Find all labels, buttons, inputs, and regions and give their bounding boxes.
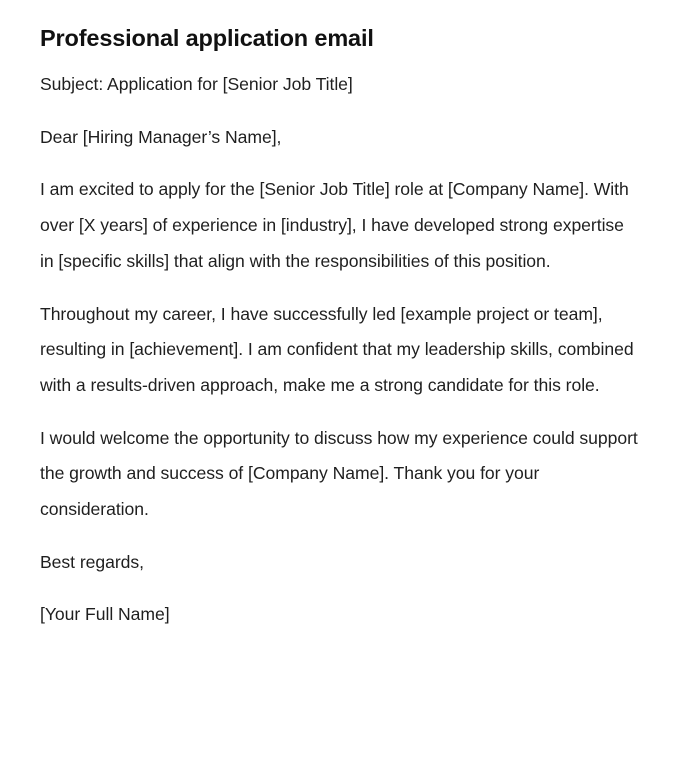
signature-name: [Your Full Name] xyxy=(40,604,170,625)
body-paragraph-closing: I would welcome the opportunity to discuss how my experience could support the growth and success of [Company Name]. Thank you for your consideration. xyxy=(40,427,638,520)
sign-off: Best regards, xyxy=(40,551,144,572)
subject-line: Subject: Application for [Senior Job Title] xyxy=(40,74,353,94)
body-paragraph-intro: I am excited to apply for the [Senior Job Title] role at [Company Name]. With over [X years] of experience in [industry], I have developed strong expertise in [specific skills] that align with the responsibilities of this position. xyxy=(40,179,629,271)
salutation: Dear [Hiring Manager’s Name], xyxy=(40,126,282,147)
page-title: Professional application email xyxy=(40,25,374,51)
body-paragraph-experience: Throughout my career, I have successfully led [example project or team], resulting in [achievement]. I am confident that my leadership skills, combined with a results-driven approach, make me a strong candidate for this role. xyxy=(40,303,634,395)
